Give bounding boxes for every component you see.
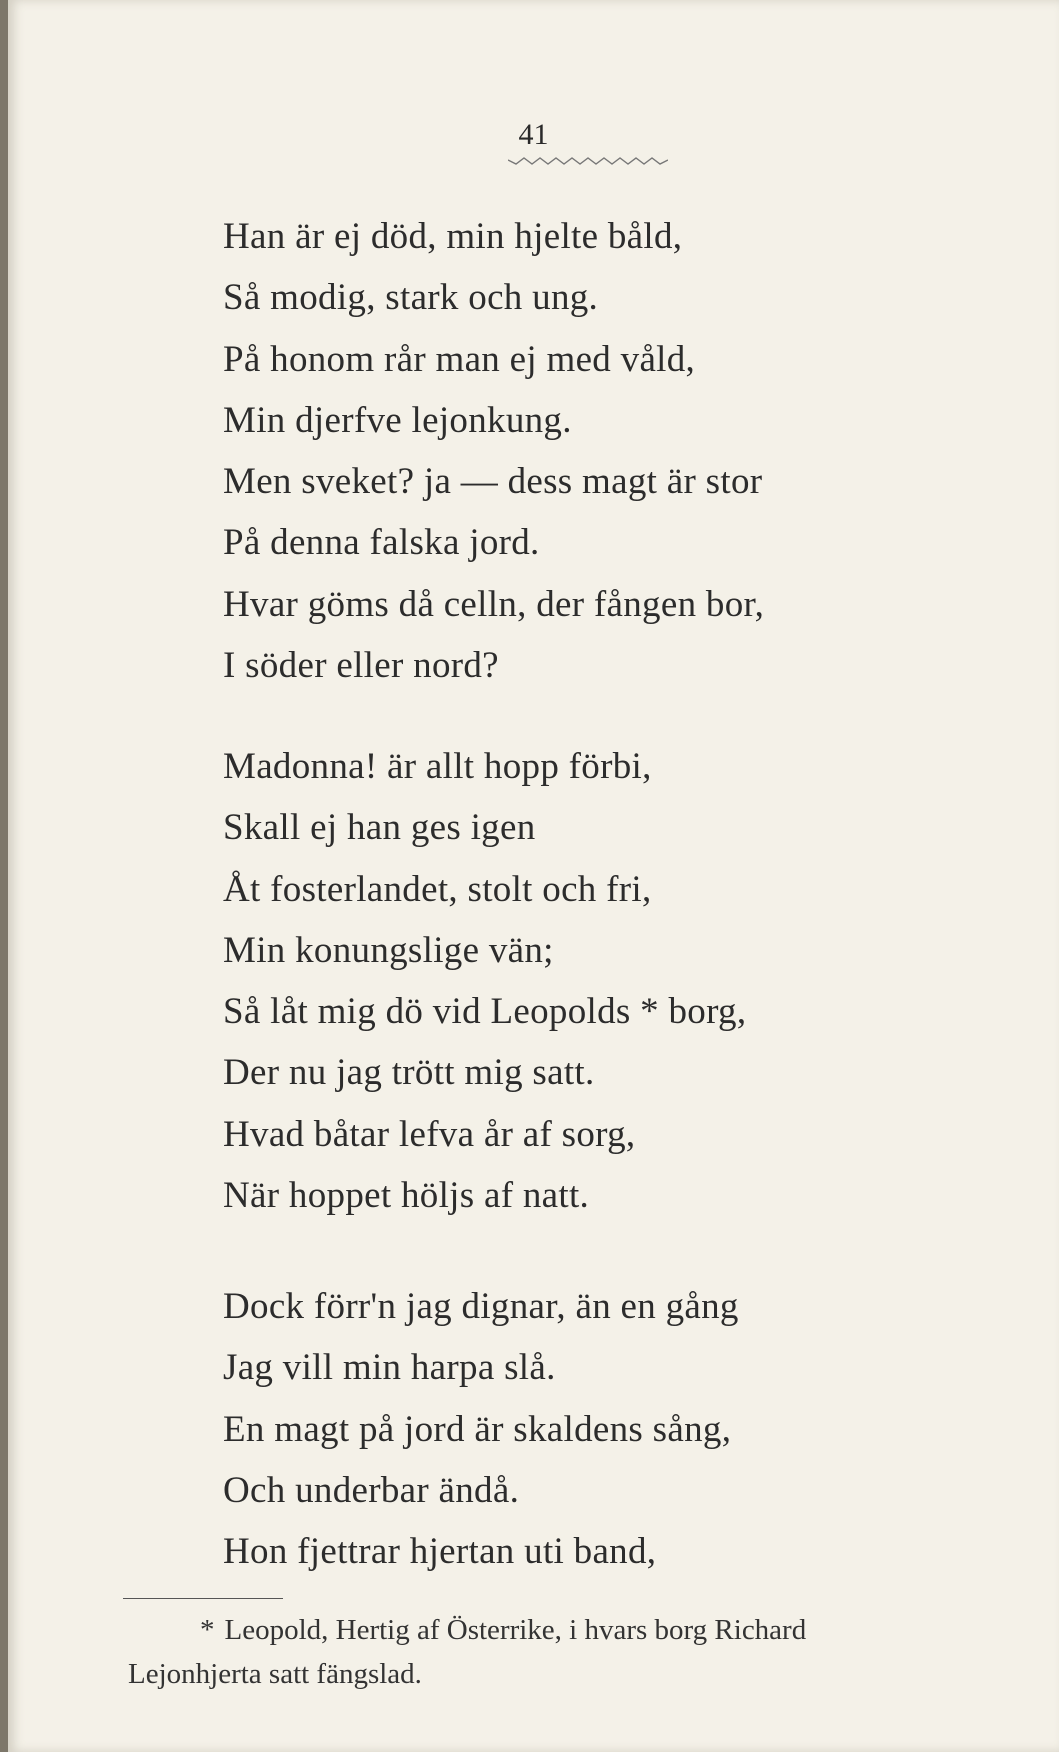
verse-line: Der nu jag trött mig satt. (223, 1052, 595, 1094)
verse-line: Madonna! är allt hopp förbi, (223, 746, 652, 787)
verse-line: I söder eller nord? (223, 645, 499, 687)
verse-line: Jag vill min harpa slå. (223, 1347, 556, 1389)
verse-line: När hoppet höljs af natt. (223, 1175, 590, 1217)
verse-line: På honom rår man ej med våld, (223, 338, 696, 380)
verse-line: Men sveket? ja — dess magt är stor (223, 461, 763, 503)
footnote-rule (123, 1598, 283, 1599)
verse-line: Så låt mig dö vid Leopolds * borg, (223, 991, 747, 1033)
verse-line: På denna falska jord. (223, 522, 540, 564)
ornament-divider (508, 154, 668, 168)
book-page (8, 0, 1059, 1752)
footnote (128, 1608, 1058, 1696)
footnote-line-2: Lejonhjerta satt fängslad. (128, 1658, 422, 1690)
stanza-1 (223, 206, 764, 696)
verse-line: Så modig, stark och ung. (223, 277, 599, 319)
verse-line: Hvad båtar lefva år af sorg, (223, 1113, 636, 1155)
verse-line: Min djerfve lejonkung. (223, 399, 572, 441)
verse-line: Dock förr'n jag dignar, än en gång (223, 1286, 739, 1327)
footnote-line-1 (128, 1608, 1058, 1652)
verse-line: Åt fosterlandet, stolt och fri, (223, 868, 652, 910)
footnote-text: Leopold, Hertig af Österrike, i hvars borg Richard (224, 1614, 807, 1646)
verse-line: Han är ej död, min hjelte båld, (223, 216, 683, 257)
verse-line: Hvar göms då celln, der fången bor, (223, 583, 765, 625)
page-edge (0, 0, 8, 1752)
verse-line: En magt på jord är skaldens sång, (223, 1408, 732, 1450)
verse-line: Hon fjettrar hjertan uti band, (223, 1531, 657, 1573)
verse-line: Och underbar ändå. (223, 1469, 520, 1511)
footnote-marker: * (200, 1614, 215, 1646)
verse-line: Skall ej han ges igen (223, 807, 536, 849)
verse-line: Min konungslige vän; (223, 929, 554, 971)
stanza-2 (223, 736, 746, 1226)
stanza-3 (223, 1276, 739, 1582)
page-number: 41 (518, 118, 549, 151)
